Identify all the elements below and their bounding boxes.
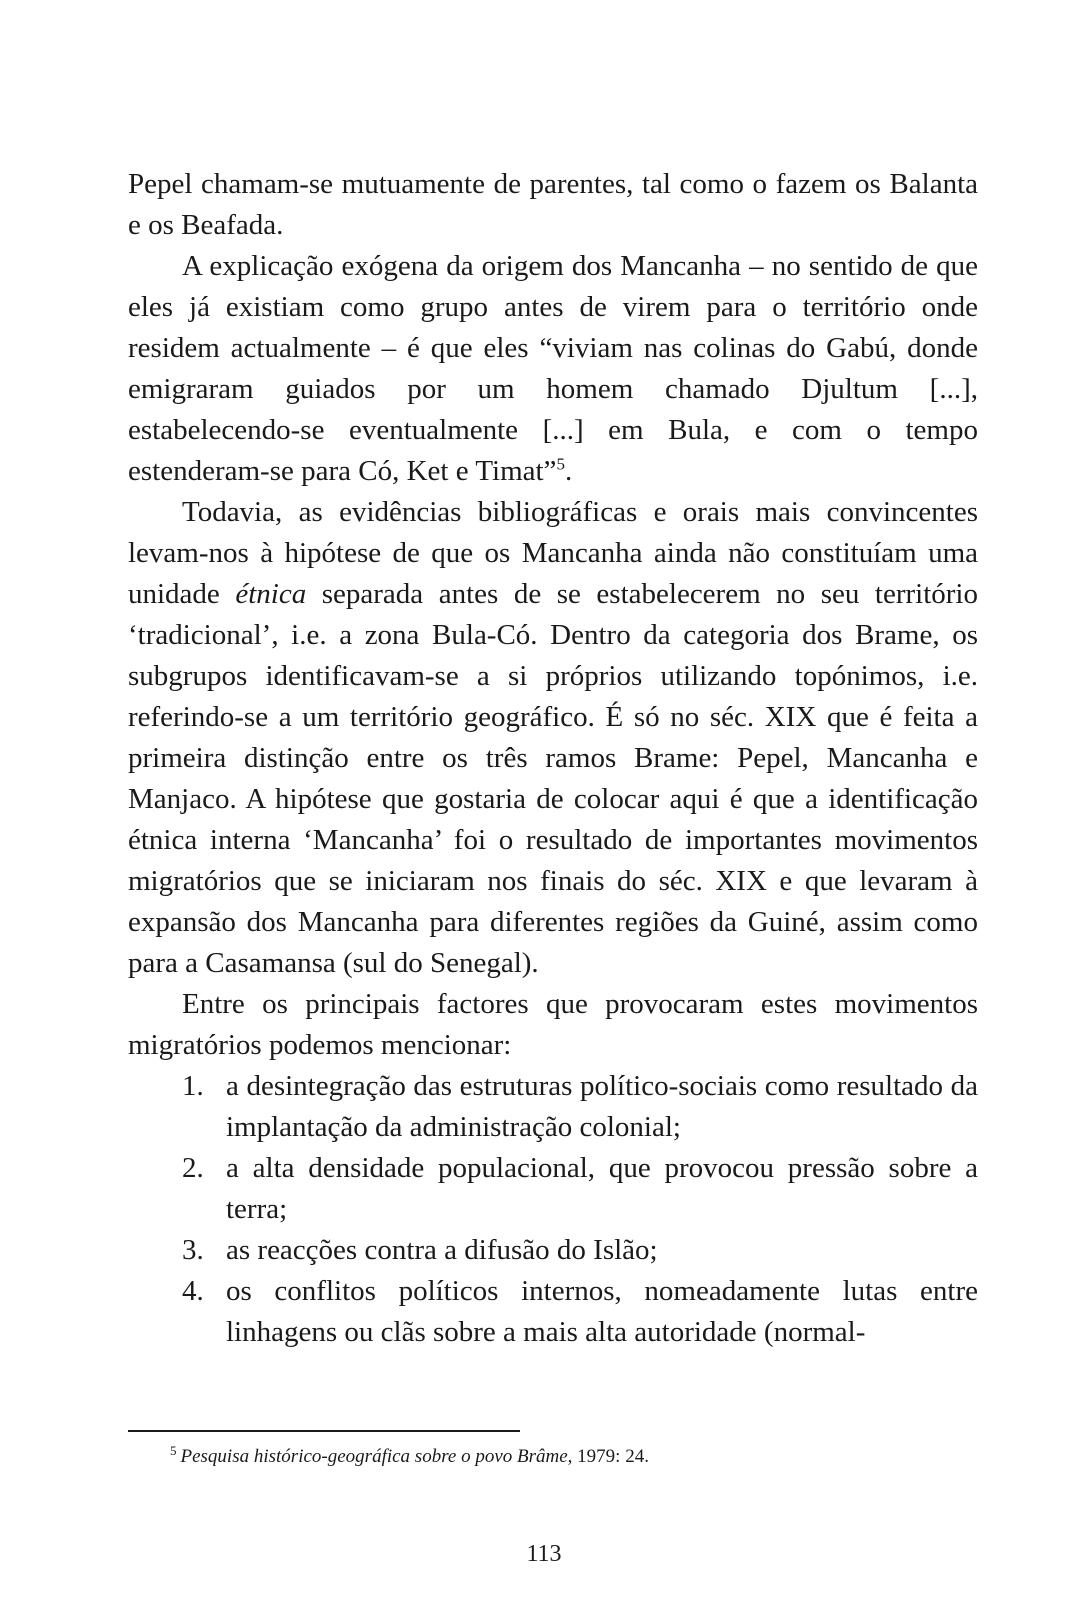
paragraph-4 bbox=[128, 984, 978, 1066]
paragraph-3-italic-word: étnica bbox=[235, 578, 307, 610]
footnote-mark: 5 bbox=[170, 1442, 177, 1458]
factors-list bbox=[128, 1066, 978, 1353]
paragraph-2-text: A explicação exógena da origem dos Mancanha – no sentido de que eles já existiam como grupo antes de virem para o território onde residem actualmente – é que eles “viviam nas colinas do Gabú, donde emigraram guiados por um homem chamado Djultum [...], estabelecendo-se eventualmente [...] em Bula, e com o tempo estenderam-se para Có, Ket e Timat” bbox=[128, 250, 978, 487]
paragraph-1 bbox=[128, 164, 978, 246]
list-item-number: 2. bbox=[182, 1152, 204, 1184]
paragraph-3-text-start: Todavia, as evidências bibliográficas e orais mais convincentes levam-nos à hipótese de que os Mancanha ainda não constituíam uma unidade bbox=[128, 496, 978, 610]
paragraph-3 bbox=[128, 492, 978, 984]
list-item bbox=[128, 1066, 978, 1148]
paragraph-1-text: Pepel chamam-se mutuamente de parentes, tal como o fazem os Balanta e os Beafada. bbox=[128, 168, 978, 241]
footnote-title: Pesquisa histórico-geográfica sobre o povo Brâme bbox=[180, 1446, 568, 1467]
footnote-citation: , 1979: 24. bbox=[567, 1446, 649, 1467]
paragraph-2-end: . bbox=[564, 455, 573, 487]
list-item-number: 1. bbox=[182, 1070, 204, 1102]
page-number: 113 bbox=[526, 1541, 562, 1567]
paragraph-3-text-end: separada antes de se estabelecerem no seu território ‘tradicional’, i.e. a zona Bula-Có. Dentro da categoria dos Brame, os subgrupos identificavam-se a si próprios utilizando topónimos, i.e. referindo-se a um território geográfico. É só no séc. XIX que é feita a primeira distinção entre os três ramos Brame: Pepel, Mancanha e Manjaco. A hipótese que gostaria de colocar aqui é que a identificação étnica interna ‘Mancanha’ foi o resultado de importantes movimentos migratórios que se iniciaram nos finais do séc. XIX e que levaram à expansão dos Mancanha para diferentes regiões da Guiné, assim como para a Casamansa (sul do Senegal). bbox=[128, 578, 978, 979]
list-item-text: a desintegração das estruturas político-sociais como resultado da implantação da administração colonial; bbox=[226, 1070, 978, 1143]
list-item-number: 4. bbox=[182, 1275, 204, 1307]
list-item bbox=[128, 1148, 978, 1230]
footnote-reference: 5 bbox=[556, 454, 565, 474]
list-item-text: os conflitos políticos internos, nomeadamente lutas entre linhagens ou clãs sobre a mais alta autoridade (normal- bbox=[226, 1275, 978, 1348]
list-item bbox=[128, 1271, 978, 1353]
list-item bbox=[128, 1230, 978, 1271]
paragraph-2 bbox=[128, 246, 978, 492]
body-text bbox=[128, 164, 978, 1353]
list-item-number: 3. bbox=[182, 1234, 204, 1266]
footnote-divider bbox=[128, 1430, 520, 1432]
list-item-text: a alta densidade populacional, que provocou pressão sobre a terra; bbox=[226, 1152, 978, 1225]
footnote bbox=[170, 1444, 649, 1470]
paragraph-4-text: Entre os principais factores que provocaram estes movimentos migratórios podemos mencionar: bbox=[128, 988, 978, 1061]
list-item-text: as reacções contra a difusão do Islão; bbox=[226, 1234, 658, 1266]
